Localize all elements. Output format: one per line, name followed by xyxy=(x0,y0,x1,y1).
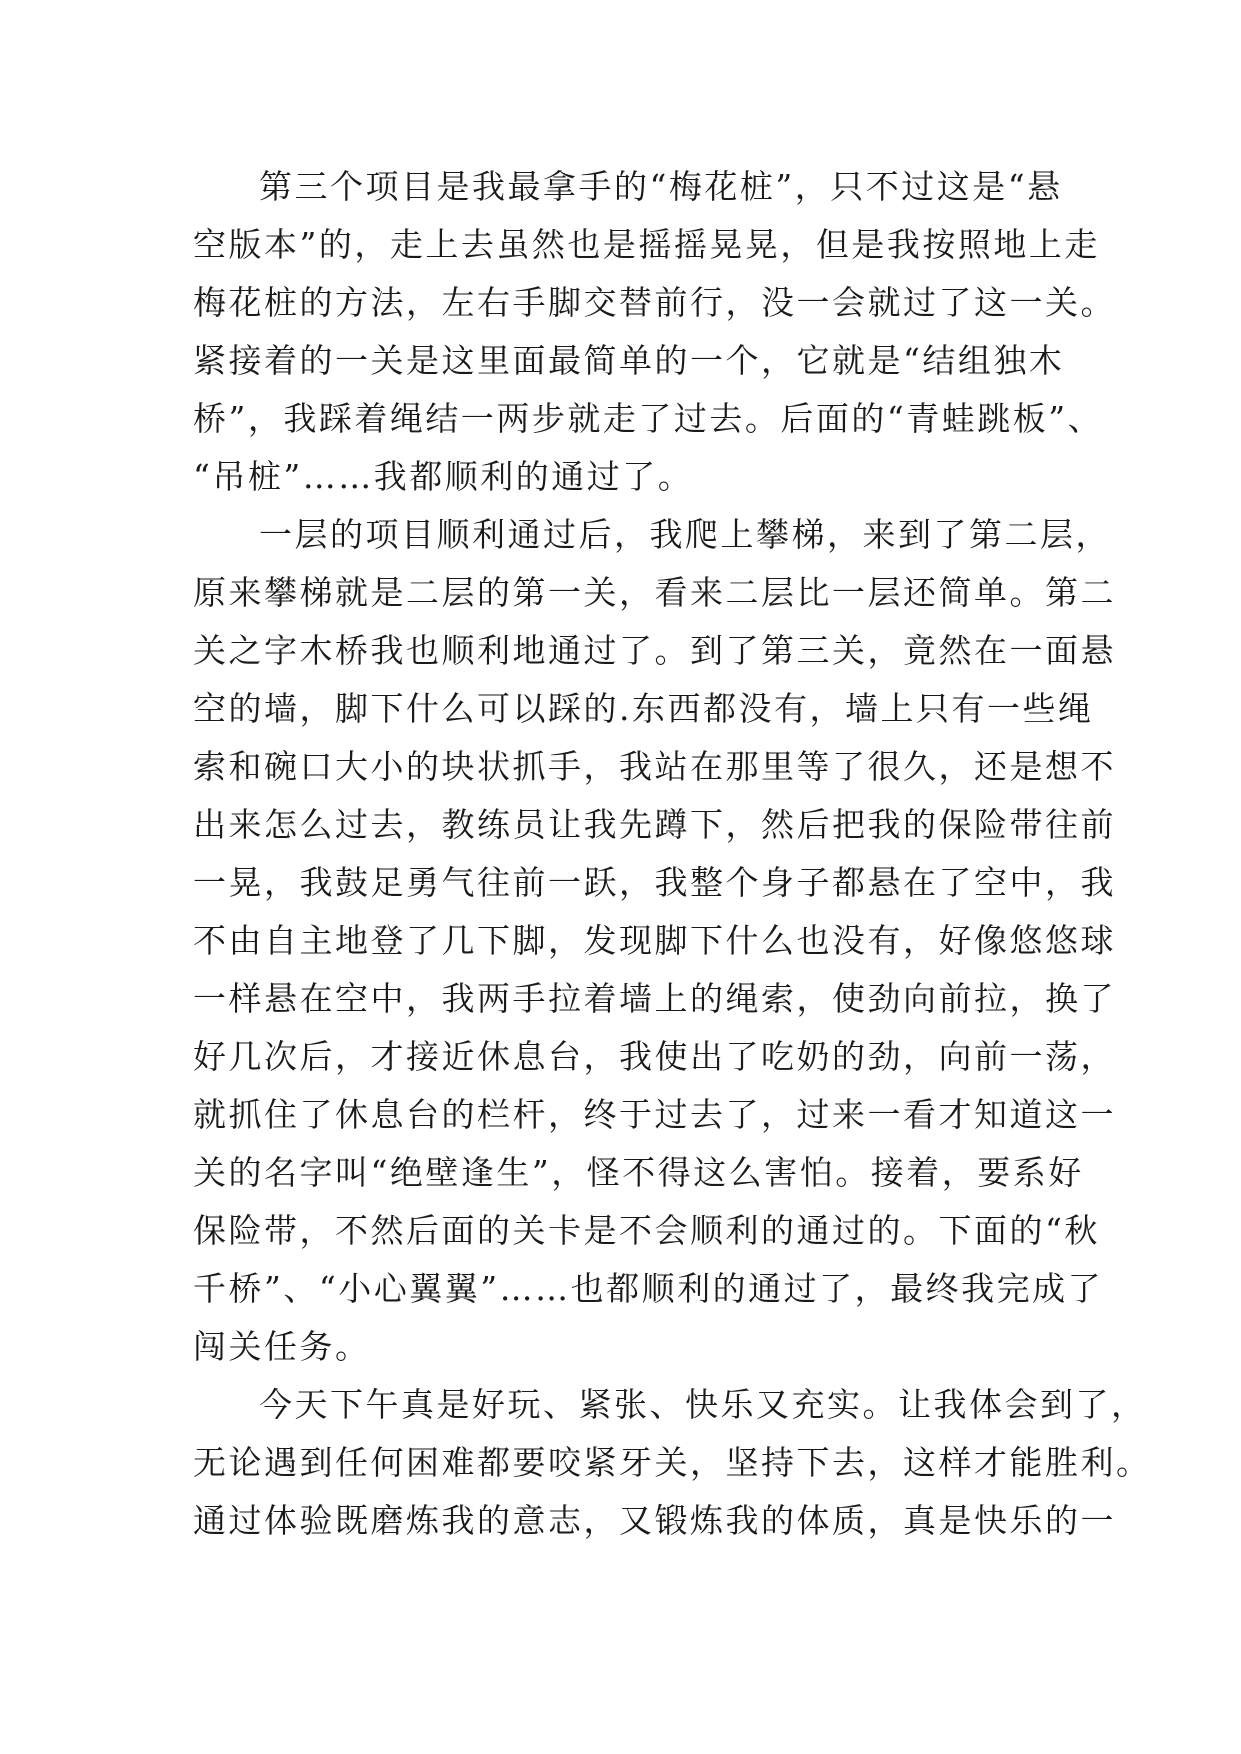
paragraph-line: 就抓住了休息台的栏杆，终于过去了，过来一看才知道这一 xyxy=(193,1095,1116,1134)
paragraph-2 xyxy=(193,506,1116,1376)
paragraph-line: 无论遇到任何困难都要咬紧牙关，坚持下去，这样才能胜利。 xyxy=(193,1443,1152,1482)
paragraph-line: 关的名字叫“绝壁逢生”，怪不得这么害怕。接着，要系好 xyxy=(193,1153,1084,1192)
paragraph-line: 千桥”、“小心翼翼”……也都顺利的通过了，最终我完成了 xyxy=(193,1269,1104,1308)
paragraph-line: 好几次后，才接近休息台，我使出了吃奶的劲，向前一荡， xyxy=(193,1037,1116,1076)
paragraph-line: 一晃，我鼓足勇气往前一跃，我整个身子都悬在了空中，我 xyxy=(193,863,1116,902)
paragraph-line: “吊桩”……我都顺利的通过了。 xyxy=(193,457,694,496)
paragraph-line: 空版本”的，走上去虽然也是摇摇晃晃，但是我按照地上走 xyxy=(193,225,1100,264)
paragraph-line: 索和碗口大小的块状抓手，我站在那里等了很久，还是想不 xyxy=(193,747,1116,786)
paragraph-1 xyxy=(193,158,1116,506)
paragraph-3 xyxy=(193,1376,1152,1550)
paragraph-line: 空的墙，脚下什么可以踩的.东西都没有，墙上只有一些绳 xyxy=(193,689,1094,728)
paragraph-line: 通过体验既磨炼我的意志，又锻炼我的体质，真是快乐的一 xyxy=(193,1501,1116,1540)
paragraph-line: 原来攀梯就是二层的第一关，看来二层比一层还简单。第二 xyxy=(193,573,1116,612)
paragraph-line: 桥”，我踩着绳结一两步就走了过去。后面的“青蛙跳板”、 xyxy=(193,399,1104,438)
paragraph-line: 一层的项目顺利通过后，我爬上攀梯，来到了第二层， xyxy=(259,515,1111,554)
paragraph-line: 闯关任务。 xyxy=(193,1327,371,1366)
paragraph-line: 第三个项目是我最拿手的“梅花桩”，只不过这是“悬 xyxy=(259,167,1063,206)
paragraph-line: 今天下午真是好玩、紧张、快乐又充实。让我体会到了， xyxy=(259,1385,1147,1424)
paragraph-line: 关之字木桥我也顺利地通过了。到了第三关，竟然在一面悬 xyxy=(193,631,1116,670)
document-body xyxy=(193,158,1152,1550)
paragraph-line: 一样悬在空中，我两手拉着墙上的绳索，使劲向前拉，换了 xyxy=(193,979,1116,1018)
paragraph-line: 紧接着的一关是这里面最简单的一个，它就是“结组独木 xyxy=(193,341,1065,380)
paragraph-line: 保险带，不然后面的关卡是不会顺利的通过的。下面的“秋 xyxy=(193,1211,1100,1250)
paragraph-line: 梅花桩的方法，左右手脚交替前行，没一会就过了这一关。 xyxy=(193,283,1116,322)
paragraph-line: 不由自主地登了几下脚，发现脚下什么也没有，好像悠悠球 xyxy=(193,921,1116,960)
paragraph-line: 出来怎么过去，教练员让我先蹲下，然后把我的保险带往前 xyxy=(193,805,1116,844)
